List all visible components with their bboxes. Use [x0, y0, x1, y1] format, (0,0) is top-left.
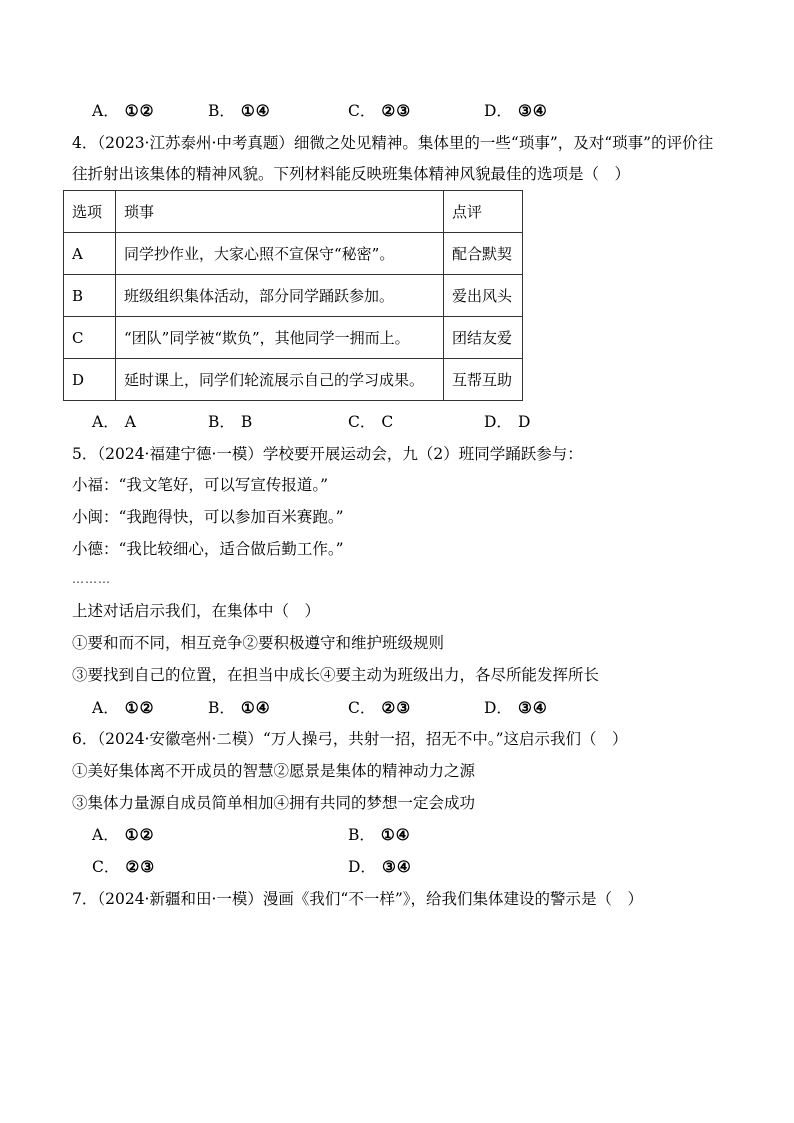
- table-cell: A: [64, 233, 116, 275]
- option-a[interactable]: A． ①②: [92, 825, 155, 844]
- dialogue-line: 小德：“我比较细心，适合做后勤工作。”: [72, 540, 344, 558]
- table-cell: 班级组织集体活动，部分同学踊跃参加。: [116, 275, 444, 317]
- table-cell: 同学抄作业，大家心照不宣保守“秘密”。: [116, 233, 444, 275]
- option-a[interactable]: A． ①②: [92, 101, 155, 120]
- option-d[interactable]: D． D: [484, 413, 532, 431]
- table-row: [64, 275, 523, 317]
- q7-stem: 7．（2024·新疆和田·一模）漫画《我们“不一样”》，给我们集体建设的警示是（ ）: [72, 890, 644, 908]
- option-d[interactable]: D． ③④: [484, 698, 548, 717]
- statement-line: ①要和而不同，相互竞争②要积极遵守和维护班级规则: [72, 634, 445, 652]
- option-c[interactable]: C． ②③: [92, 857, 156, 876]
- ellipsis: ………: [72, 572, 111, 586]
- dialogue-line: 小闽：“我跑得快，可以参加百米赛跑。”: [72, 508, 344, 526]
- table-row: [64, 359, 523, 401]
- table-cell: 互帮互助: [444, 359, 523, 401]
- table-cell: C: [64, 317, 116, 359]
- table-cell: D: [64, 359, 116, 401]
- table-cell: 配合默契: [444, 233, 523, 275]
- option-b[interactable]: B． ①④: [208, 698, 271, 717]
- table-cell: 延时课上，同学们轮流展示自己的学习成果。: [116, 359, 444, 401]
- header-cell: 选项: [64, 191, 116, 233]
- header-cell: 琐事: [116, 191, 444, 233]
- option-d[interactable]: D． ③④: [348, 857, 412, 876]
- q5-question: 上述对话启示我们，在集体中（ ）: [72, 602, 321, 620]
- statement-line: ③要找到自己的位置，在担当中成长④要主动为班级出力，各尽所能发挥所长: [72, 666, 600, 684]
- option-c[interactable]: C． C: [348, 413, 395, 431]
- option-b[interactable]: B． ①④: [208, 101, 271, 120]
- table-cell: B: [64, 275, 116, 317]
- table-cell: “团队”同学被“欺负”，其他同学一拥而上。: [116, 317, 444, 359]
- q4-table: [63, 190, 523, 401]
- option-a[interactable]: A． A: [92, 413, 137, 431]
- dialogue-line: 小福：“我文笔好，可以写宣传报道。”: [72, 476, 329, 494]
- option-c[interactable]: C． ②③: [348, 698, 412, 717]
- q5-stem: 5．（2024·福建宁德·一模）学校要开展运动会，九（2）班同学踊跃参与：: [72, 445, 583, 463]
- option-d[interactable]: D． ③④: [484, 101, 548, 120]
- q6-stem: 6．（2024·安徽亳州·二模）“万人操弓，共射一招，招无不中。”这启示我们（ ）: [72, 730, 628, 748]
- statement-line: ③集体力量源自成员简单相加④拥有共同的梦想一定会成功: [72, 794, 476, 812]
- q4-stem-line1: 4．（2023·江苏泰州·中考真题）细微之处见精神。集体里的一些“琐事”，及对“琐事”的评价往: [72, 134, 714, 152]
- table-header-row: [64, 191, 523, 233]
- header-cell: 点评: [444, 191, 523, 233]
- q4-stem-line2: 往折射出该集体的精神风貌。下列材料能反映班集体精神风貌最佳的选项是（ ）: [72, 165, 631, 183]
- option-b[interactable]: B． ①④: [348, 825, 411, 844]
- table-cell: 爱出风头: [444, 275, 523, 317]
- option-a[interactable]: A． ①②: [92, 698, 155, 717]
- table-row: [64, 233, 523, 275]
- option-c[interactable]: C． ②③: [348, 101, 412, 120]
- table-row: [64, 317, 523, 359]
- option-b[interactable]: B． B: [208, 413, 254, 431]
- statement-line: ①美好集体离不开成员的智慧②愿景是集体的精神动力之源: [72, 762, 476, 780]
- table-cell: 团结友爱: [444, 317, 523, 359]
